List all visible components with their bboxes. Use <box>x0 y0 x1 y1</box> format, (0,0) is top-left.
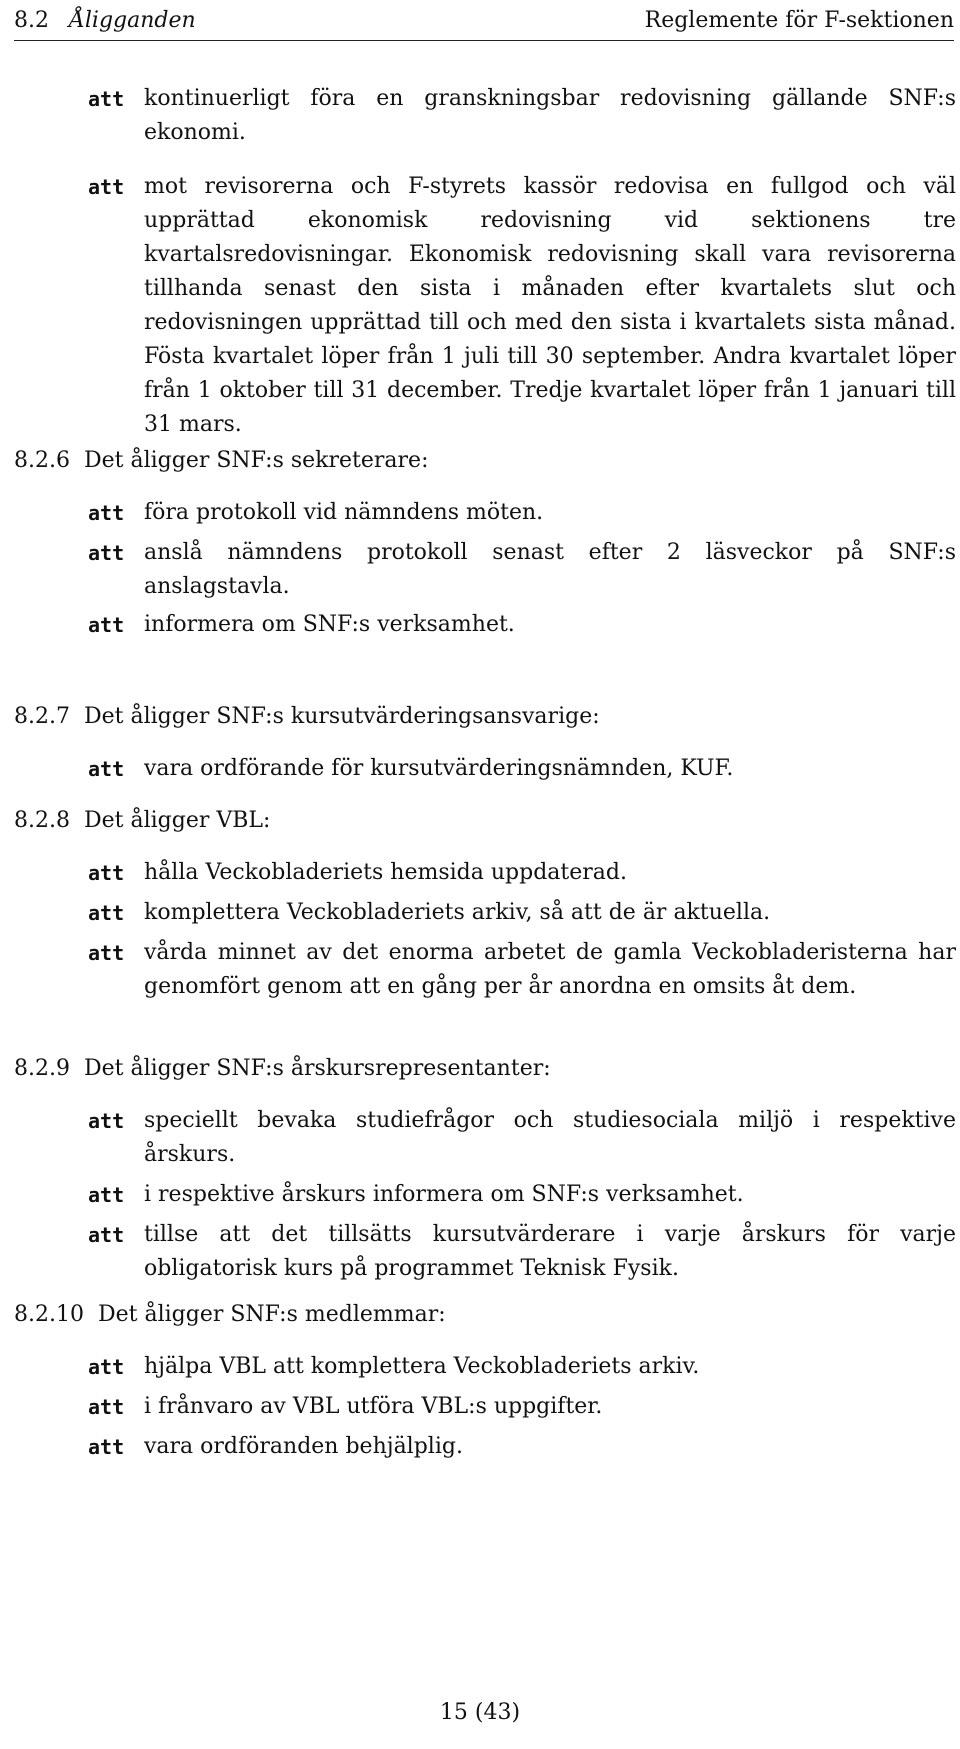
section-number: 8.2 <box>14 8 49 33</box>
keyword-att: att <box>88 613 125 637</box>
list-item <box>88 82 956 150</box>
keyword-att: att <box>88 87 125 111</box>
item-text: tillse att det tillsätts kursutvärderare i varje årskurs för varje obligatorisk kurs på programmet Teknisk Fysik. <box>144 1222 956 1281</box>
list-item <box>88 1430 956 1464</box>
list-item <box>88 1390 956 1424</box>
item-text: föra protokoll vid nämndens möten. <box>144 500 544 525</box>
item-text: vara ordförande för kursutvärderingsnämnden, KUF. <box>144 756 734 781</box>
section-heading-text: Det åligger VBL: <box>83 808 271 833</box>
section-heading <box>14 1052 954 1086</box>
item-text: anslå nämndens protokoll senast efter 2 läsveckor på SNF:s anslagstavla. <box>144 540 956 599</box>
section-number: 8.2.8 <box>14 808 70 833</box>
keyword-att: att <box>88 1183 125 1207</box>
keyword-att: att <box>88 941 125 965</box>
keyword-att: att <box>88 541 125 565</box>
running-head-left <box>14 8 196 33</box>
keyword-att: att <box>88 757 125 781</box>
item-text: hålla Veckobladeriets hemsida uppdaterad. <box>144 860 627 885</box>
list-item <box>88 170 956 442</box>
list-item <box>88 936 956 1004</box>
keyword-att: att <box>88 1355 125 1379</box>
item-text: hjälpa VBL att komplettera Veckobladeriets arkiv. <box>144 1354 700 1379</box>
list-item <box>88 496 956 530</box>
keyword-att: att <box>88 175 125 199</box>
document-title: Reglemente för F-sektionen <box>644 8 954 33</box>
keyword-att: att <box>88 501 125 525</box>
list-item <box>88 856 956 890</box>
keyword-att: att <box>88 1395 125 1419</box>
list-item <box>88 752 956 786</box>
section-heading <box>14 1298 954 1332</box>
item-text: vårda minnet av det enorma arbetet de gamla Veckobladeristerna har genomfört genom att en gång per år anordna en omsits åt dem. <box>144 940 956 999</box>
list-item <box>88 1350 956 1384</box>
list-item <box>88 1218 956 1286</box>
keyword-att: att <box>88 861 125 885</box>
list-item <box>88 896 956 930</box>
item-text: i frånvaro av VBL utföra VBL:s uppgifter. <box>144 1394 603 1419</box>
section-heading <box>14 444 954 478</box>
list-item <box>88 1178 956 1212</box>
section-heading <box>14 804 954 838</box>
item-text: mot revisorerna och F-styrets kassör redovisa en fullgod och väl upprättad ekonomisk redovisning vid sektionens tre kvartalsredovisningar. Ekonomisk redovisning skall vara revisorerna tillhanda senast den sista i månaden efter kvartalets slut och redovisningen upprättad till och med den sista i kvartalets sista månad. Fösta kvartalet löper från 1 juli till 30 september. Andra kvartalet löper från 1 oktober till 31 december. Tredje kvartalet löper från 1 januari till 31 mars. <box>144 174 956 437</box>
item-text: vara ordföranden behjälplig. <box>144 1434 463 1459</box>
keyword-att: att <box>88 1109 125 1133</box>
section-heading-text: Det åligger SNF:s sekreterare: <box>83 448 429 473</box>
keyword-att: att <box>88 1435 125 1459</box>
section-heading-text: Det åligger SNF:s kursutvärderingsansvarige: <box>83 704 600 729</box>
item-text: kontinuerligt föra en granskningsbar redovisning gällande SNF:s ekonomi. <box>144 86 956 145</box>
keyword-att: att <box>88 901 125 925</box>
list-item <box>88 608 956 642</box>
item-text: speciellt bevaka studiefrågor och studiesociala miljö i respektive årskurs. <box>144 1108 956 1167</box>
page-header <box>14 6 954 41</box>
item-text: i respektive årskurs informera om SNF:s verksamhet. <box>144 1182 744 1207</box>
section-heading-text: Det åligger SNF:s årskursrepresentanter: <box>83 1056 551 1081</box>
section-heading-text: Det åligger SNF:s medlemmar: <box>97 1302 446 1327</box>
section-number: 8.2.7 <box>14 704 70 729</box>
section-heading <box>14 700 954 734</box>
section-number: 8.2.6 <box>14 448 70 473</box>
item-text: informera om SNF:s verksamhet. <box>144 612 515 637</box>
section-number: 8.2.10 <box>14 1302 84 1327</box>
page-number: 15 (43) <box>439 1700 521 1725</box>
list-item <box>88 536 956 604</box>
keyword-att: att <box>88 1223 125 1247</box>
item-text: komplettera Veckobladeriets arkiv, så att de är aktuella. <box>144 900 771 925</box>
section-number: 8.2.9 <box>14 1056 70 1081</box>
section-title: Åligganden <box>69 8 196 33</box>
list-item <box>88 1104 956 1172</box>
